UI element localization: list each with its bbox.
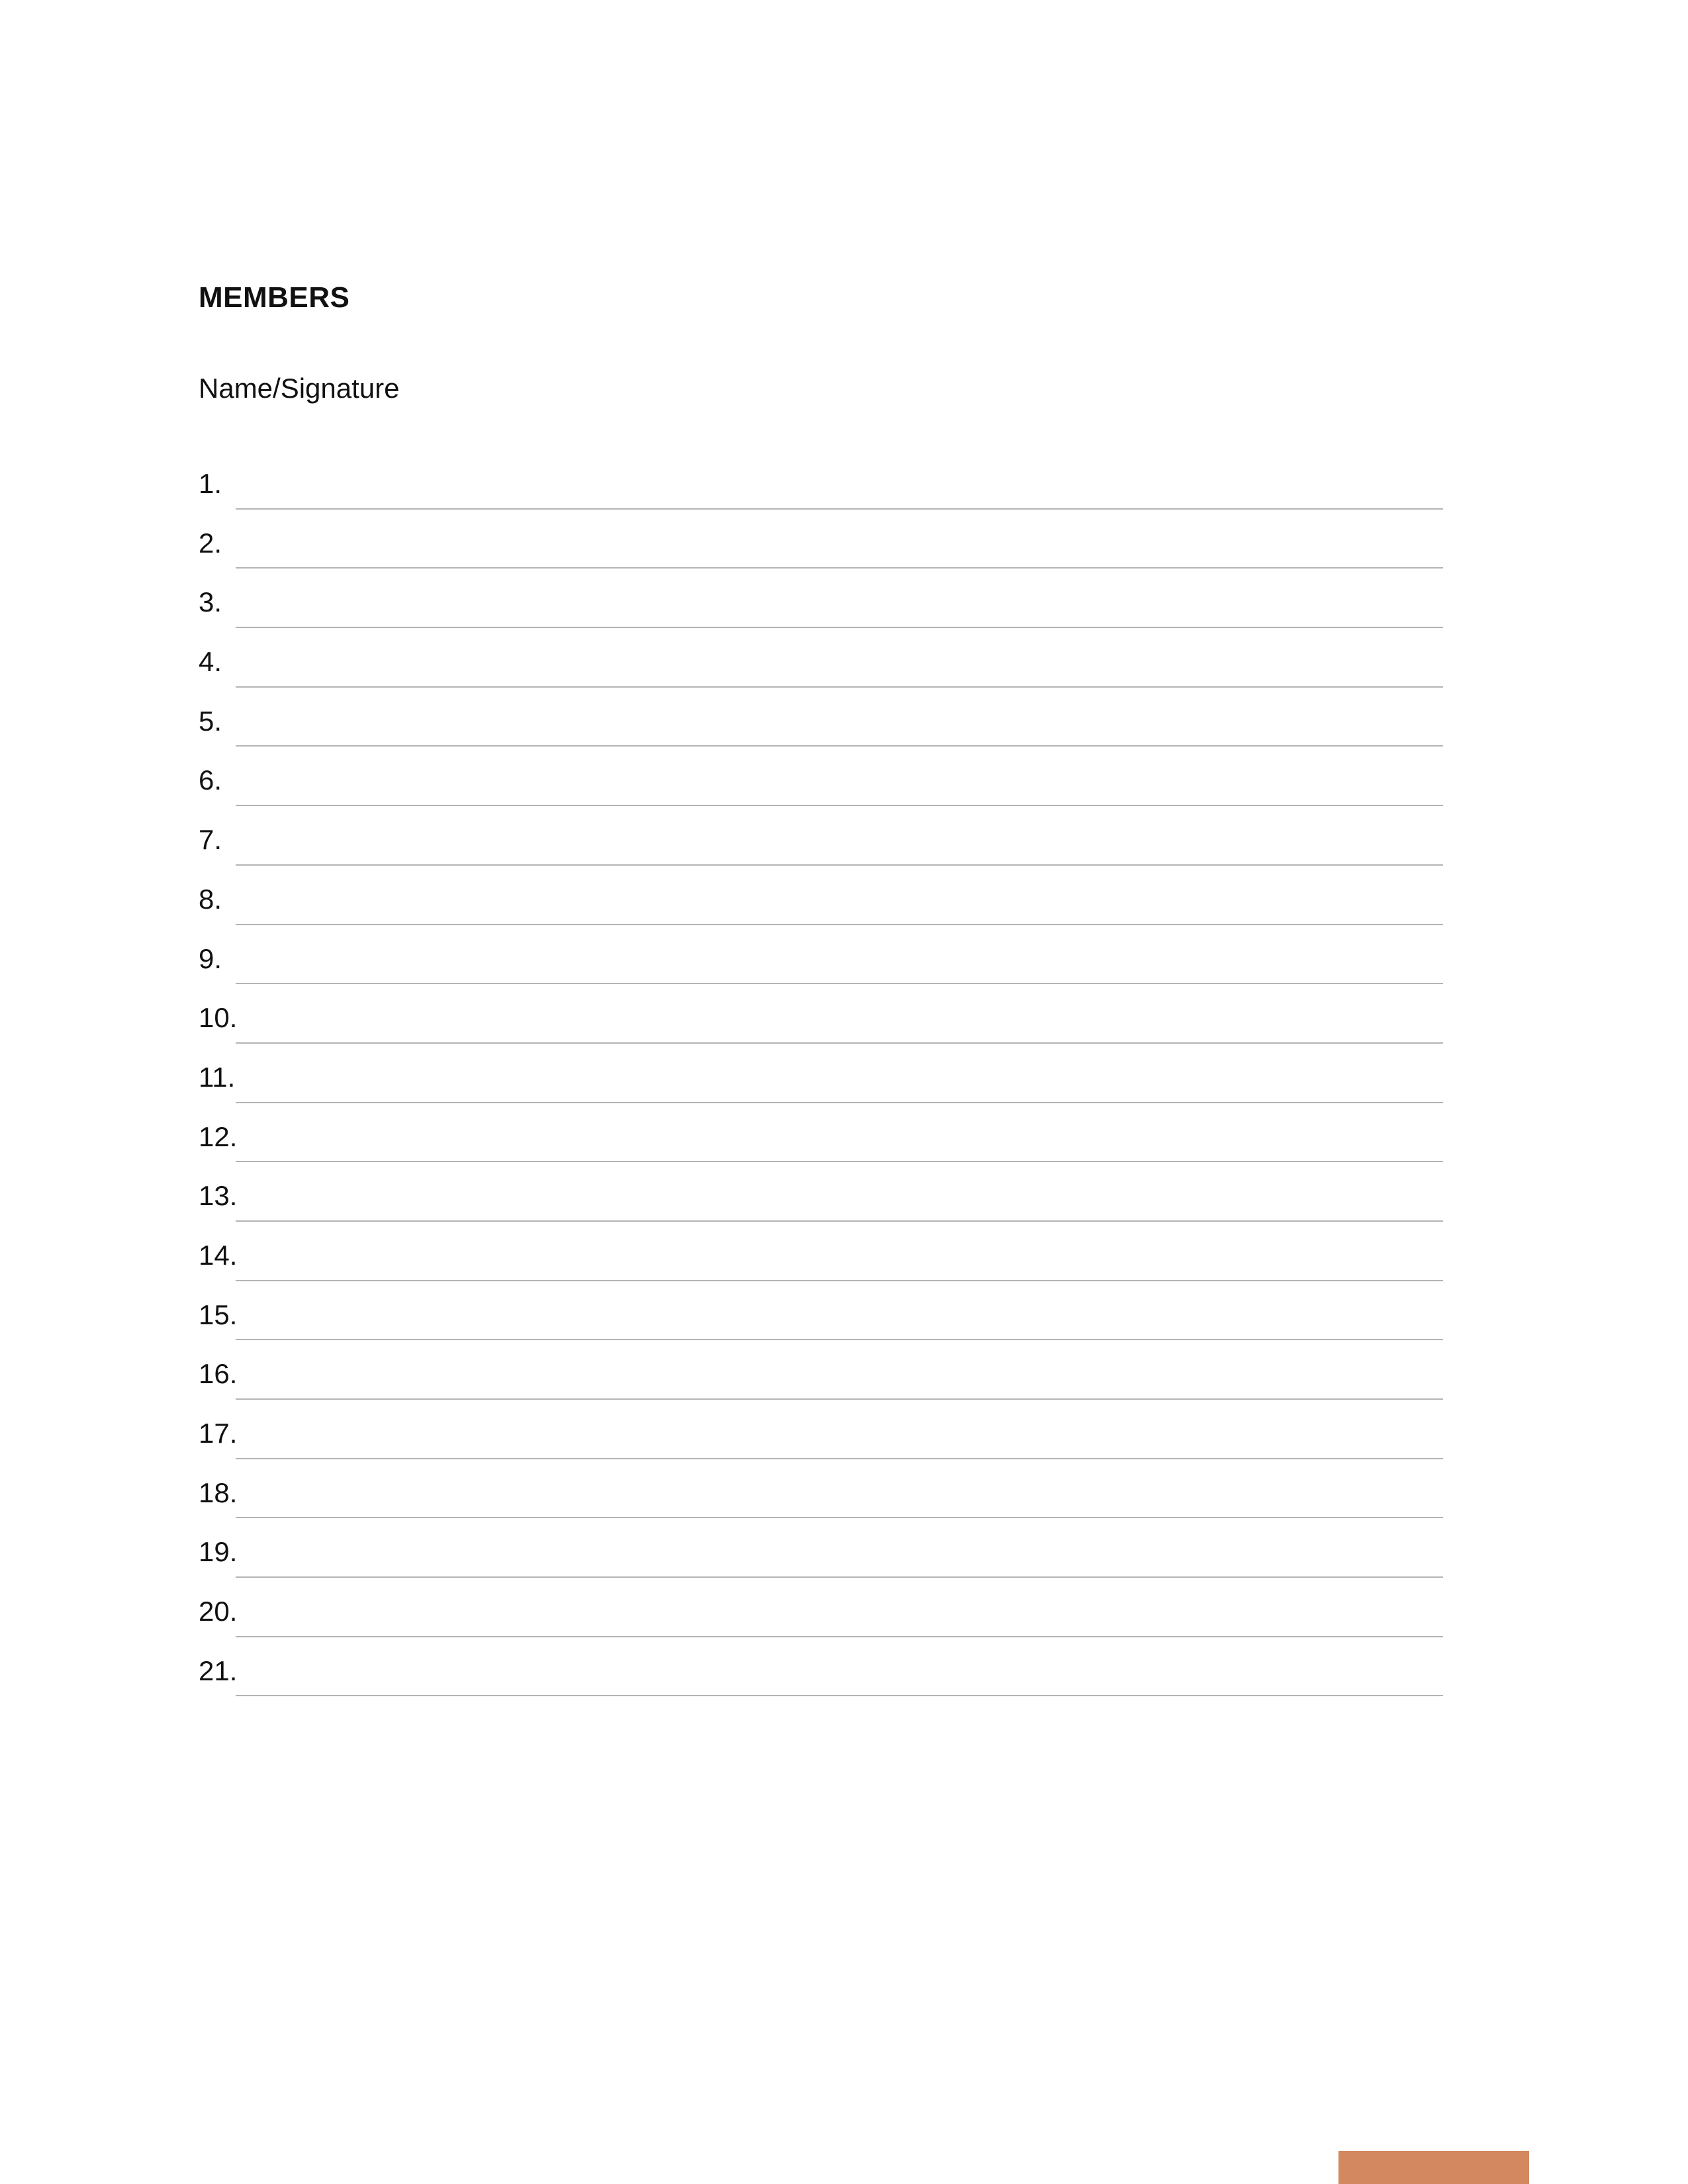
page-title: MEMBERS — [199, 281, 350, 314]
list-item — [199, 688, 1443, 747]
list-item — [199, 1578, 1443, 1637]
member-signature-list — [199, 450, 1443, 1696]
member-number: 18. — [199, 1477, 238, 1508]
list-item — [199, 925, 1443, 985]
member-number: 1. — [199, 468, 222, 499]
list-item — [199, 1103, 1443, 1163]
member-number: 9. — [199, 942, 222, 974]
list-item — [199, 1459, 1443, 1519]
list-item — [199, 1281, 1443, 1341]
list-item — [199, 866, 1443, 925]
list-item — [199, 450, 1443, 510]
list-item — [199, 510, 1443, 569]
list-item — [199, 1162, 1443, 1222]
member-number: 7. — [199, 824, 222, 856]
list-item — [199, 628, 1443, 688]
footer-accent-bar — [1338, 2151, 1529, 2184]
member-number: 10. — [199, 1002, 238, 1034]
signature-line[interactable] — [236, 1695, 1443, 1696]
list-item — [199, 569, 1443, 628]
list-item — [199, 1518, 1443, 1578]
member-number: 12. — [199, 1120, 238, 1152]
member-number: 19. — [199, 1536, 238, 1568]
member-number: 3. — [199, 586, 222, 618]
list-item — [199, 984, 1443, 1044]
member-number: 20. — [199, 1596, 238, 1627]
member-number: 15. — [199, 1298, 238, 1330]
member-number: 8. — [199, 883, 222, 915]
list-item — [199, 1637, 1443, 1697]
member-number: 14. — [199, 1239, 238, 1271]
member-number: 11. — [199, 1061, 236, 1093]
list-item — [199, 1222, 1443, 1281]
member-number: 4. — [199, 646, 222, 678]
member-number: 21. — [199, 1655, 238, 1686]
list-item — [199, 806, 1443, 866]
member-number: 16. — [199, 1358, 238, 1390]
member-number: 2. — [199, 527, 222, 559]
section-subtitle: Name/Signature — [199, 373, 400, 404]
list-item — [199, 747, 1443, 806]
member-number: 5. — [199, 705, 222, 737]
member-number: 6. — [199, 764, 222, 796]
list-item — [199, 1400, 1443, 1459]
list-item — [199, 1340, 1443, 1400]
list-item — [199, 1044, 1443, 1103]
member-number: 13. — [199, 1180, 238, 1212]
member-number: 17. — [199, 1418, 238, 1449]
